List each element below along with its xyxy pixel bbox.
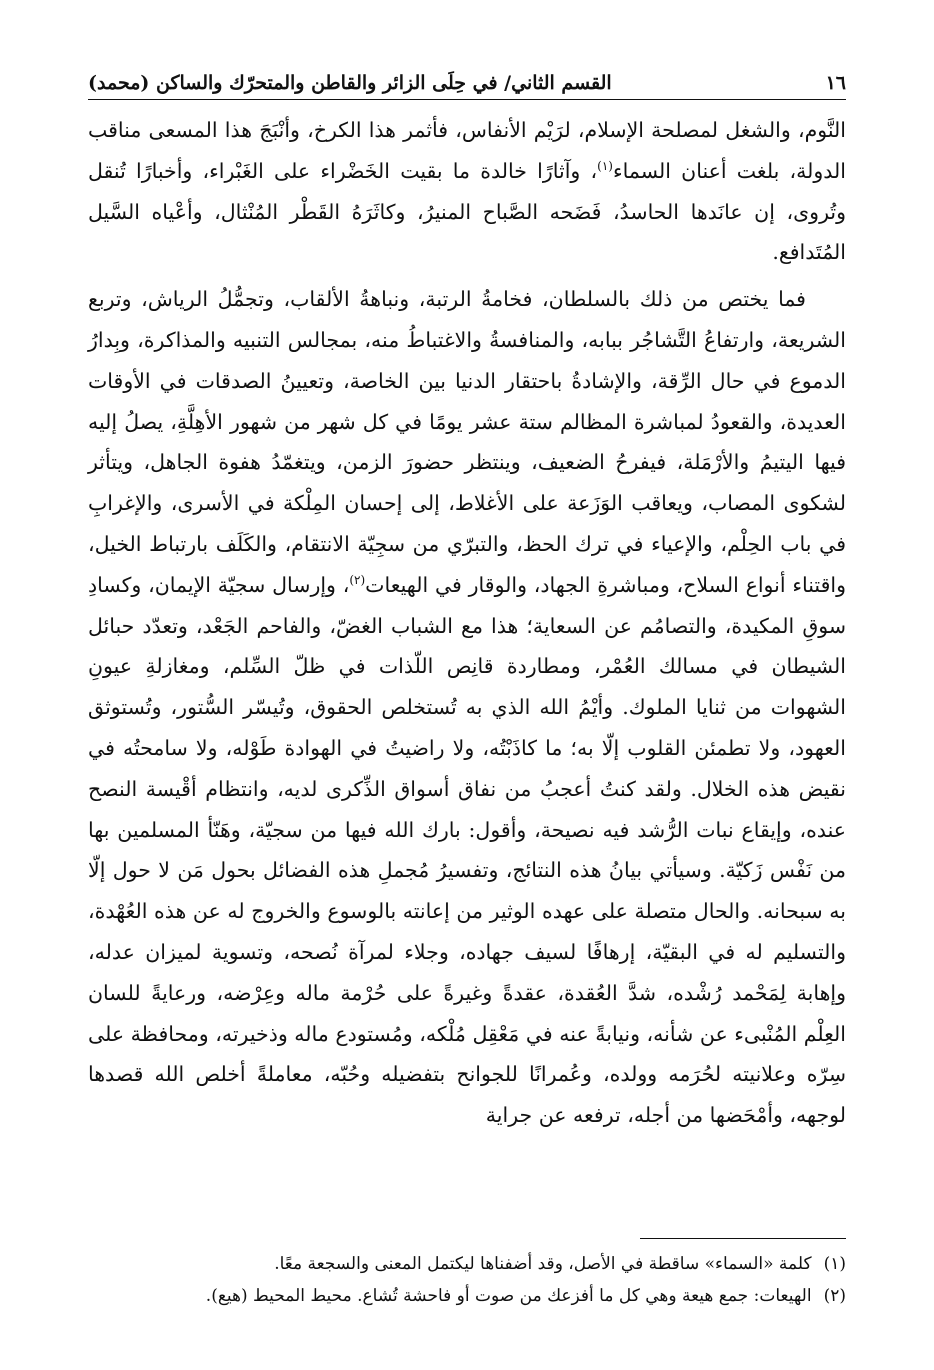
footnote-1 xyxy=(88,1248,846,1280)
footnotes xyxy=(88,1248,846,1312)
footnote-rule xyxy=(640,1238,846,1239)
paragraph-text: ، وآثارًا خالدة ما بقيت الخَضْراء على الغَبْراء، وأخبارًا تُنقل وتُروى، إن عانَدها الحاسدُ، فَضَحه الصَّباح المنيرُ، وكاثَرَهُ القَطْر المُنْثال، وأعْياه السَّيل المُتَدافع. xyxy=(88,158,846,265)
page-number: ١٦ xyxy=(825,72,846,94)
paragraph-text: ، وإرسال سجيّة الإيمان، وكسادِ سوقِ المكيدة، والتصامُم عن السعاية؛ هذا مع الشباب الغضّ، والفاحم الجَعْد، وتعدّد حبائل الشيطان في مسالك العُمْر، ومطاردة قانِص اللّذات في ظلّ السِّلم، ومغازلةِ عيونِ الشهوات من ثنايا الملوك. وأيْمُ الله الذي به تُستخلص الحقوق، وتُيسّر السُّتور، وتُستوثق العهود، ولا تطمئن القلوب إلّا به؛ ما كاذَبْتُه، ولا راضيتُ في الهوادة طَوْله، ولا سامحتُه في نقيض هذه الخلال. ولقد كنتُ أعجبُ من نفاق أسواق الذِّكرى لديه، وانتظام أقْيسة النصح عنده، وإيقاع نبات الرُّشد فيه نصيحة، وأقول: بارك الله فيها من سجيّة، وهَنّأ المسلمين بها من نَفْس زَكيّة. وسيأتي بيانُ هذه النتائج، وتفسيرُ مُجملِ هذه الفضائل بحول مَن لا حول إلّا به سبحانه. والحال متصلة على عهده الوثير من إعانته بالوسوع والخروج له عن هذه العُهْدة، والتسليم له في البقيّة، إرهافًا لسيف جهاده، وجلاء لمرآة نُصحه، وتسوية لميزان عدله، وإهابة لِمَحْمد رُشْده، شدَّ العُقدة، عقدةً وغيرةً على حُرْمة ماله وعِرْضه، ورعايةً للسان العِلْم المُنْبىء عن شأنه، ونيابةً عنه في مَعْقِل مُلْكه، ومُستودع ماله وذخيرته، ومحافظة على سِرّه وعلانيته لحُرَمه وولده، وعُمرانًا للجوانح بتفضيله وحُبّه، معاملةً أخلص الله قصدها لوجهه، وأمْحَضها من أجله، ترفعه عن جراية xyxy=(88,572,846,1128)
main-text xyxy=(88,110,846,1136)
running-title: القسم الثاني/ في حِلَى الزائر والقاطن والمتحرّك والساكن (محمد) xyxy=(88,72,612,94)
paragraph-text: فما يختص من ذلك بالسلطان، فخامةُ الرتبة، ونباهةُ الألقاب، وتجمُّلُ الرياش، وتربع الشريعة، وارتفاعُ التَّشاجُر ببابه، والمنافسةُ والاغتباطُ منه، بمجالس التنبيه والمذاكرة، وبِدارُ الدموع في حال الرِّقة، والإشادةُ باحتقار الدنيا بين الخاصة، وتعيينُ الصدقات في الأوقات العديدة، والقعودُ لمباشرة المظالم ستة عشر يومًا في كل شهر من شهور الأهِلَّةِ، يصلُ إليه فيها اليتيمُ والأرْمَلة، فيفرحُ الضعيف، وينتظر حضورَ الزمن، ويتغمّدُ هفوة الجاهل، ويتأثر لشكوى المصاب، ويعاقب الوَزَعة على الأغلاط، إلى إحسان المِلْكة في الأسرى، والإغرابِ في باب الحِلْم، والإعياء في ترك الحظ، والتبرّي من سجِيّة الانتقام، والكَلَف بارتباط الخيل، واقتناء أنواع السلاح، ومباشرةِ الجهاد، والوقار في الهيعات xyxy=(88,287,846,597)
footnote-text: كلمة «السماء» ساقطة في الأصل، وقد أضفناها ليكتمل المعنى والسجعة معًا. xyxy=(274,1254,812,1274)
footnote-2 xyxy=(88,1280,846,1312)
paragraph-2 xyxy=(88,279,846,1136)
footnote-marker[interactable]: (١) xyxy=(597,158,613,173)
footnote-number: (١) xyxy=(823,1254,846,1274)
header-rule xyxy=(88,99,846,100)
footnote-text: الهيعات: جمع هيعة وهي كل ما أفزعك من صوت أو فاحشة تُشاع. محيط المحيط (هيع). xyxy=(205,1286,812,1306)
footnote-number: (٢) xyxy=(823,1286,846,1306)
paragraph-text: النَّوم، والشغل لمصلحة الإسلام، لرَيْم الأنفاس، فأثمر هذا الكرخ، وأنْبَجَ هذا المسعى مناقب الدولة، بلغت أعنان السماء xyxy=(88,118,846,183)
footnote-marker[interactable]: (٢) xyxy=(349,572,366,587)
paragraph-1 xyxy=(88,110,846,273)
page-header xyxy=(88,58,846,94)
